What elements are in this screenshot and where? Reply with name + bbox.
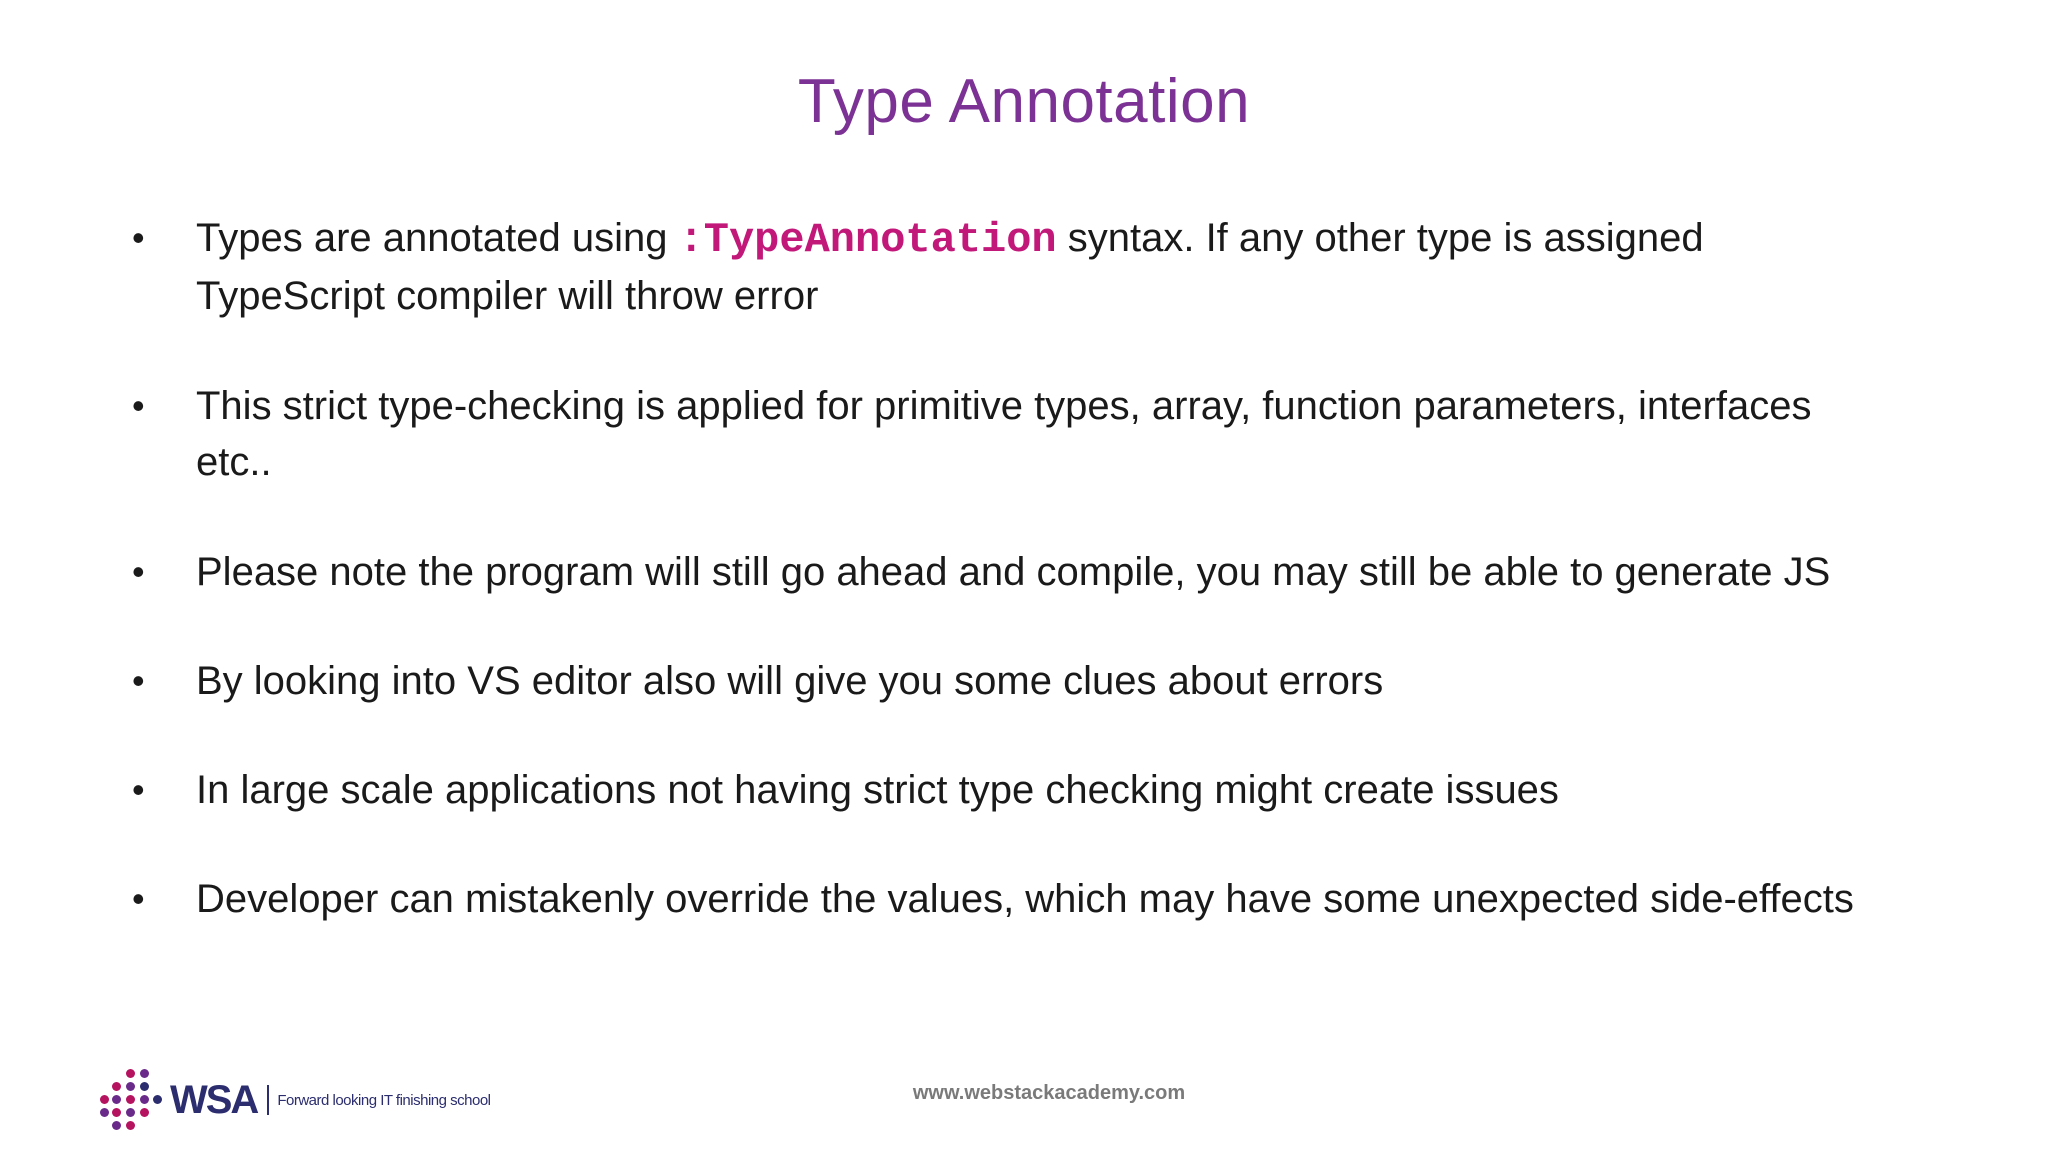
bullet-dot: • — [132, 551, 145, 592]
bullet-item — [128, 378, 1988, 490]
bullet-dot: • — [132, 660, 145, 701]
bullet-item — [128, 210, 1988, 324]
code-snippet: :TypeAnnotation — [678, 216, 1057, 264]
bullet-text: Developer can mistakenly override the values, which may have some unexpected side-effects — [196, 877, 1854, 921]
bullet-text: This strict type-checking is applied for primitive types, array, function parameters, interfaces — [196, 384, 1812, 428]
bullet-text: etc.. — [196, 440, 272, 484]
bullet-item — [128, 653, 1988, 709]
bullet-text: TypeScript compiler will throw error — [196, 274, 819, 318]
bullet-dot: • — [132, 217, 145, 258]
bullet-dot: • — [132, 769, 145, 810]
logo-wordmark: WSA — [170, 1077, 258, 1122]
bullet-text: syntax. If any other type is assigned — [1056, 216, 1704, 260]
bullet-text: Please note the program will still go ahead and compile, you may still be able to generate JS — [196, 550, 1831, 594]
bullet-item — [128, 544, 1988, 600]
bullet-item — [128, 762, 1988, 818]
logo-tagline: Forward looking IT finishing school — [277, 1091, 491, 1109]
bullet-dot: • — [132, 878, 145, 919]
bullet-text: In large scale applications not having strict type checking might create issues — [196, 768, 1559, 812]
bullet-text: Types are annotated using — [196, 216, 679, 260]
website-url: www.webstackacademy.com — [912, 1082, 1186, 1104]
bullet-item — [128, 871, 1988, 927]
bullet-text: By looking into VS editor also will give you some clues about errors — [196, 659, 1384, 703]
bullet-list — [128, 210, 1988, 980]
bullet-dot: • — [132, 385, 145, 426]
slide-title: Type Annotation — [797, 67, 1251, 136]
